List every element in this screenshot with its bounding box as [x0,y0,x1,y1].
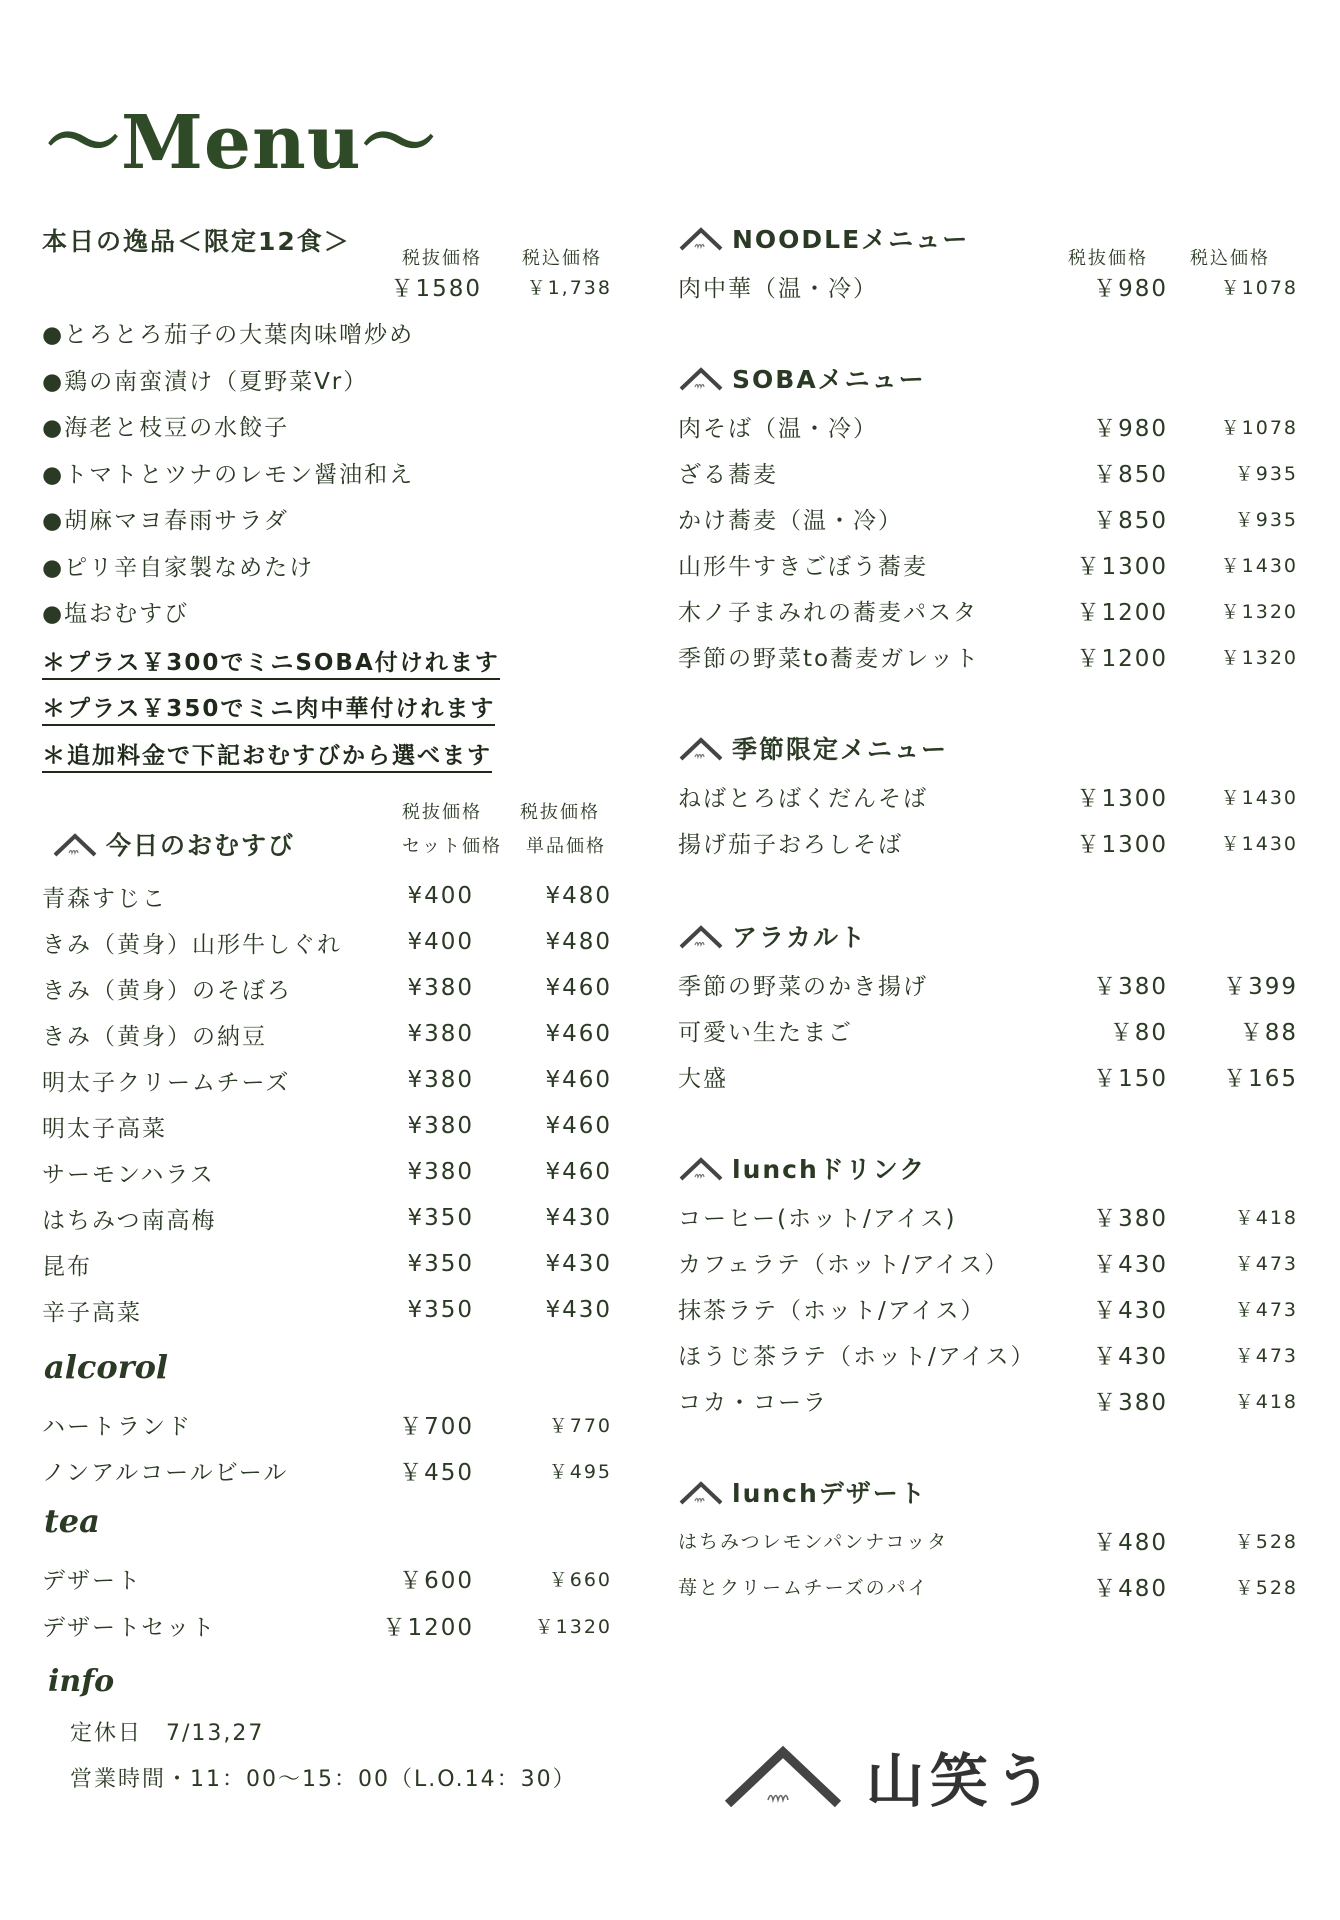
daily-price-ex: ￥1580 [390,275,482,302]
table-row: 肉中華（温・冷） ￥980 ￥1078 [678,275,1298,302]
mountain-icon [678,1155,724,1181]
table-row: 季節の野菜のかき揚げ ￥380 ￥399 [678,973,1298,1000]
table-row: デザート ￥600 ￥660 [42,1567,612,1594]
table-row: きみ（黄身）のそぼろ ¥380 ¥460 [42,975,612,1004]
list-item: ●とろとろ茄子の大葉肉味噌炒め [42,321,415,348]
table-row: きみ（黄身）山形牛しぐれ ¥400 ¥480 [42,929,612,958]
table-row: 可愛い生たまご ￥80 ￥88 [678,1019,1298,1046]
daily-col1-label: 税抜価格 [402,248,482,269]
table-row: 辛子高菜 ¥350 ¥430 [42,1297,612,1326]
table-row: かけ蕎麦（温・冷） ￥850 ￥935 [678,507,1298,534]
table-row: 大盛 ￥150 ￥165 [678,1065,1298,1092]
logo-text: 山笑う [866,1747,1059,1815]
noodle-col1-label: 税抜価格 [1068,248,1148,269]
omusubi-hdr2a: 税抜価格 [520,802,600,823]
daily-col2-label: 税込価格 [522,248,602,269]
table-row: 明太子高菜 ¥380 ¥460 [42,1113,612,1142]
noodle-col2-label: 税込価格 [1190,248,1270,269]
mountain-logo-icon [724,1742,842,1810]
note-chuka: ＊プラス￥350でミニ肉中華付けれます [42,690,495,726]
table-row: ざる蕎麦 ￥850 ￥935 [678,461,1298,488]
info-heading: info [48,1664,115,1699]
note-soba: ＊プラス￥300でミニSOBA付けれます [42,644,500,680]
table-row: カフェラテ（ホット/アイス） ￥430 ￥473 [678,1251,1298,1278]
daily-heading: 本日の逸品＜限定12食＞ [42,227,351,256]
dessert-heading: lunchデザート [678,1474,927,1510]
mountain-icon [678,225,724,251]
table-row: はちみつレモンパンナコッタ ￥480 ￥528 [678,1529,1298,1556]
table-row: コカ・コーラ ￥380 ￥418 [678,1389,1298,1416]
list-item: ●トマトとツナのレモン醤油和え [42,461,415,488]
daily-price-in: ￥1,738 [526,276,612,299]
tea-heading: tea [44,1502,100,1540]
table-row: きみ（黄身）の納豆 ¥380 ¥460 [42,1021,612,1050]
table-row: ハートランド ￥700 ￥770 [42,1413,612,1440]
table-row: 明太子クリームチーズ ¥380 ¥460 [42,1067,612,1096]
table-row: ノンアルコールビール ￥450 ￥495 [42,1459,612,1486]
seasonal-heading: 季節限定メニュー [678,730,948,766]
mountain-icon [52,831,98,857]
omusubi-hdr1b: セット価格 [402,836,502,857]
brand-logo [724,1734,1058,1818]
table-row: 苺とクリームチーズのパイ ￥480 ￥528 [678,1575,1298,1602]
soba-heading: SOBAメニュー [678,360,926,396]
table-row: はちみつ南高梅 ¥350 ¥430 [42,1205,612,1234]
mountain-icon [678,923,724,949]
omusubi-hdr1a: 税抜価格 [402,802,482,823]
hours-text: 営業時間・11：00〜15：00（L.O.14：30） [70,1767,577,1792]
mountain-icon [678,365,724,391]
table-row: サーモンハラス ¥380 ¥460 [42,1159,612,1188]
table-row: 肉そば（温・冷） ￥980 ￥1078 [678,415,1298,442]
table-row: 揚げ茄子おろしそば ￥1300 ￥1430 [678,831,1298,858]
alcohol-heading: alcorol [44,1348,169,1386]
mountain-icon [678,1479,724,1505]
table-row: ほうじ茶ラテ（ホット/アイス） ￥430 ￥473 [678,1343,1298,1370]
note-omusubi: ＊追加料金で下記おむすびから選べます [42,737,492,773]
table-row: コーヒー(ホット/アイス) ￥380 ￥418 [678,1205,1298,1232]
list-item: ●胡麻マヨ春雨サラダ [42,507,289,534]
list-item: ●鶏の南蛮漬け（夏野菜Vr） [42,368,369,395]
list-item: ●塩おむすび [42,600,190,627]
noodle-heading: NOODLEメニュー [678,220,969,256]
mountain-icon [678,735,724,761]
table-row: 木ノ子まみれの蕎麦パスタ ￥1200 ￥1320 [678,599,1298,626]
table-row: 山形牛すきごぼう蕎麦 ￥1300 ￥1430 [678,553,1298,580]
daily-price-row [42,266,612,306]
holiday-text: 定休日 7/13,27 [70,1721,265,1746]
alacarte-heading: アラカルト [678,918,867,954]
list-item: ●海老と枝豆の水餃子 [42,414,290,441]
page-title: 〜Menu〜 [46,100,437,186]
table-row: 抹茶ラテ（ホット/アイス） ￥430 ￥473 [678,1297,1298,1324]
list-item: ●ピリ辛自家製なめたけ [42,554,315,581]
table-row: 季節の野菜to蕎麦ガレット ￥1200 ￥1320 [678,645,1298,672]
table-row: デザートセット ￥1200 ￥1320 [42,1614,612,1641]
table-row: 青森すじこ ¥400 ¥480 [42,883,612,912]
omusubi-heading: 今日のおむすび [52,826,295,862]
drinks-heading: lunchドリンク [678,1150,926,1186]
table-row: ねばとろばくだんそば ￥1300 ￥1430 [678,785,1298,812]
table-row: 昆布 ¥350 ¥430 [42,1251,612,1280]
omusubi-hdr2b: 単品価格 [526,836,606,857]
